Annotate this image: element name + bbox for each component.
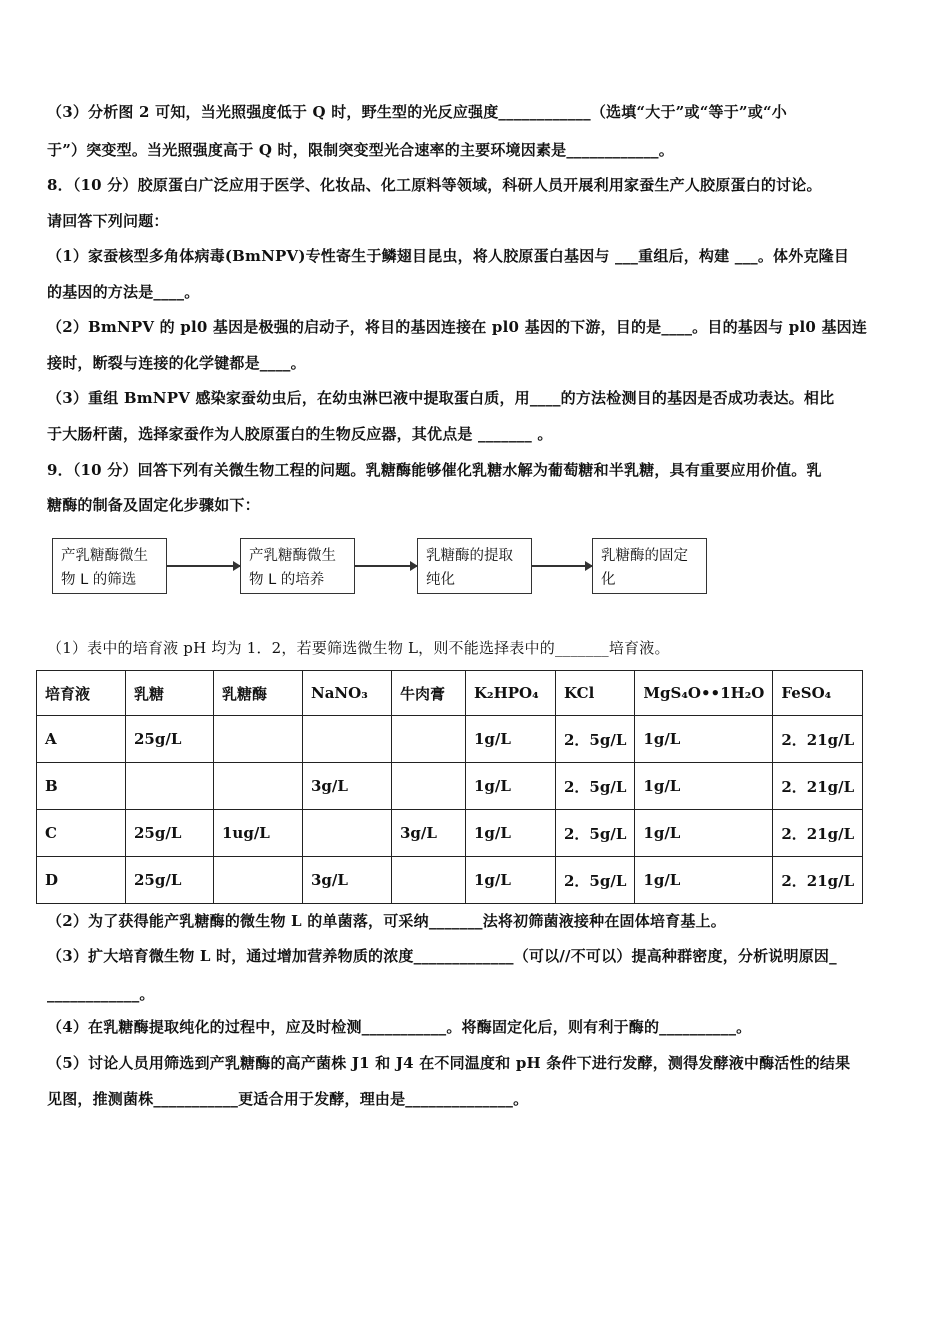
table-cell: 2．5g/L xyxy=(556,857,635,904)
table-cell xyxy=(392,716,466,763)
flow-step-purification: 乳糖酶的提取 纯化 xyxy=(417,538,532,594)
table-cell: 25g/L xyxy=(126,810,214,857)
q8-line-1: 8．（10 分）胶原蛋白广泛应用于医学、化妆品、化工原料等领域，科研人员开展利用家蚕生产人胶原蛋白的讨论。 xyxy=(47,176,822,194)
table-cell xyxy=(303,810,392,857)
table-cell: 3g/L xyxy=(303,763,392,810)
table-row xyxy=(37,763,863,810)
q9-line-2: 糖酶的制备及固定化步骤如下： xyxy=(47,496,260,514)
table-cell: 1g/L xyxy=(635,857,773,904)
q9-sub-3a: （3）扩大培育微生物 L 时，通过增加营养物质的浓度_____________（可以//不可以）提高种群密度，分析说明原因_ xyxy=(47,947,837,965)
q7-line-2: 于”）突变型。当光照强度高于 Q 时，限制突变型光合速率的主要环境因素是____________。 xyxy=(47,141,674,159)
table-cell: 2．5g/L xyxy=(556,763,635,810)
q7-line-1: （3）分析图 2 可知，当光照强度低于 Q 时，野生型的光反应强度____________（选填“大于”或“等于”或“小 xyxy=(47,103,787,121)
table-cell: 2．5g/L xyxy=(556,716,635,763)
table-cell: 1ug/L xyxy=(214,810,303,857)
q9-sub-5b: 见图，推测菌株___________更适合用于发酵，理由是______________。 xyxy=(47,1090,529,1108)
q9-sub-5a: （5）讨论人员用筛选到产乳糖酶的高产菌株 J1 和 J4 在不同温度和 pH 条件下进行发酵，测得发酵液中酶活性的结果 xyxy=(47,1054,851,1072)
table-cell: 1g/L xyxy=(466,857,556,904)
q8-line-6: 接时，断裂与连接的化学键都是____。 xyxy=(47,354,306,372)
table-header: KCl xyxy=(556,671,635,716)
q9-line-1: 9．（10 分）回答下列有关微生物工程的问题。乳糖酶能够催化乳糖水解为葡萄糖和半乳糖，具有重要应用价值。乳 xyxy=(47,461,822,479)
table-row xyxy=(37,857,863,904)
table-cell: B xyxy=(37,763,126,810)
table-cell: 1g/L xyxy=(635,763,773,810)
table-cell: 25g/L xyxy=(126,857,214,904)
flow-arrow xyxy=(167,565,240,567)
flow-step-immobilization: 乳糖酶的固定 化 xyxy=(592,538,707,594)
table-header: 乳糖酶 xyxy=(214,671,303,716)
table-header: 培育液 xyxy=(37,671,126,716)
table-cell: 2．5g/L xyxy=(556,810,635,857)
table-cell xyxy=(392,857,466,904)
table-cell: 25g/L xyxy=(126,716,214,763)
table-cell: 2．21g/L xyxy=(773,810,863,857)
table-cell: 1g/L xyxy=(466,810,556,857)
table-cell: 3g/L xyxy=(303,857,392,904)
table-cell: 1g/L xyxy=(635,716,773,763)
table-cell: 2．21g/L xyxy=(773,763,863,810)
table-header: 乳糖 xyxy=(126,671,214,716)
q9-sub-2: （2）为了获得能产乳糖酶的微生物 L 的单菌落，可采纳_______法将初筛菌液接种在固体培育基上。 xyxy=(47,912,726,930)
table-cell: 1g/L xyxy=(635,810,773,857)
table-header: 牛肉膏 xyxy=(392,671,466,716)
table-header-row xyxy=(37,671,863,716)
q8-line-5: （2）BmNPV 的 pl0 基因是极强的启动子，将目的基因连接在 pl0 基因的下游，目的是____。目的基因与 pl0 基因连 xyxy=(47,318,868,336)
table-cell: A xyxy=(37,716,126,763)
q8-line-4: 的基因的方法是____。 xyxy=(47,283,200,301)
q9-sub-1: （1）表中的培育液 pH 均为 1．2，若要筛选微生物 L，则不能选择表中的_______培育液。 xyxy=(47,639,670,657)
table-cell: 1g/L xyxy=(466,763,556,810)
table-cell xyxy=(303,716,392,763)
table-cell xyxy=(214,716,303,763)
table-cell xyxy=(126,763,214,810)
table-cell: 3g/L xyxy=(392,810,466,857)
table-header: MgS₄O••1H₂O xyxy=(635,671,773,716)
q8-line-3: （1）家蚕核型多角体病毒(BmNPV)专性寄生于鳞翅目昆虫，将人胶原蛋白基因与 ___重组后，构建 ___。体外克隆目 xyxy=(47,247,850,265)
flow-step-screening: 产乳糖酶微生 物 L 的筛选 xyxy=(52,538,167,594)
table-header: NaNO₃ xyxy=(303,671,392,716)
table-cell xyxy=(214,763,303,810)
table-header: FeSO₄ xyxy=(773,671,863,716)
table-header: K₂HPO₄ xyxy=(466,671,556,716)
table-row xyxy=(37,716,863,763)
q9-sub-3b: ____________。 xyxy=(47,985,155,1003)
flow-arrow xyxy=(355,565,417,567)
table-cell: 1g/L xyxy=(466,716,556,763)
q8-line-2: 请回答下列问题： xyxy=(47,212,169,230)
table-cell: C xyxy=(37,810,126,857)
flow-step-culture: 产乳糖酶微生 物 L 的培养 xyxy=(240,538,355,594)
q8-line-8: 于大肠杆菌，选择家蚕作为人胶原蛋白的生物反应器，其优点是 _______ 。 xyxy=(47,425,553,443)
table-cell xyxy=(392,763,466,810)
table-row xyxy=(37,810,863,857)
table-cell xyxy=(214,857,303,904)
table-cell: 2．21g/L xyxy=(773,716,863,763)
table-cell: 2．21g/L xyxy=(773,857,863,904)
q9-sub-4: （4）在乳糖酶提取纯化的过程中，应及时检测___________。将酶固定化后，则有利于酶的__________。 xyxy=(47,1018,752,1036)
q8-line-7: （3）重组 BmNPV 感染家蚕幼虫后，在幼虫淋巴液中提取蛋白质，用____的方法检测目的基因是否成功表达。相比 xyxy=(47,389,835,407)
culture-medium-table xyxy=(36,670,863,904)
flow-arrow xyxy=(532,565,592,567)
table-cell: D xyxy=(37,857,126,904)
